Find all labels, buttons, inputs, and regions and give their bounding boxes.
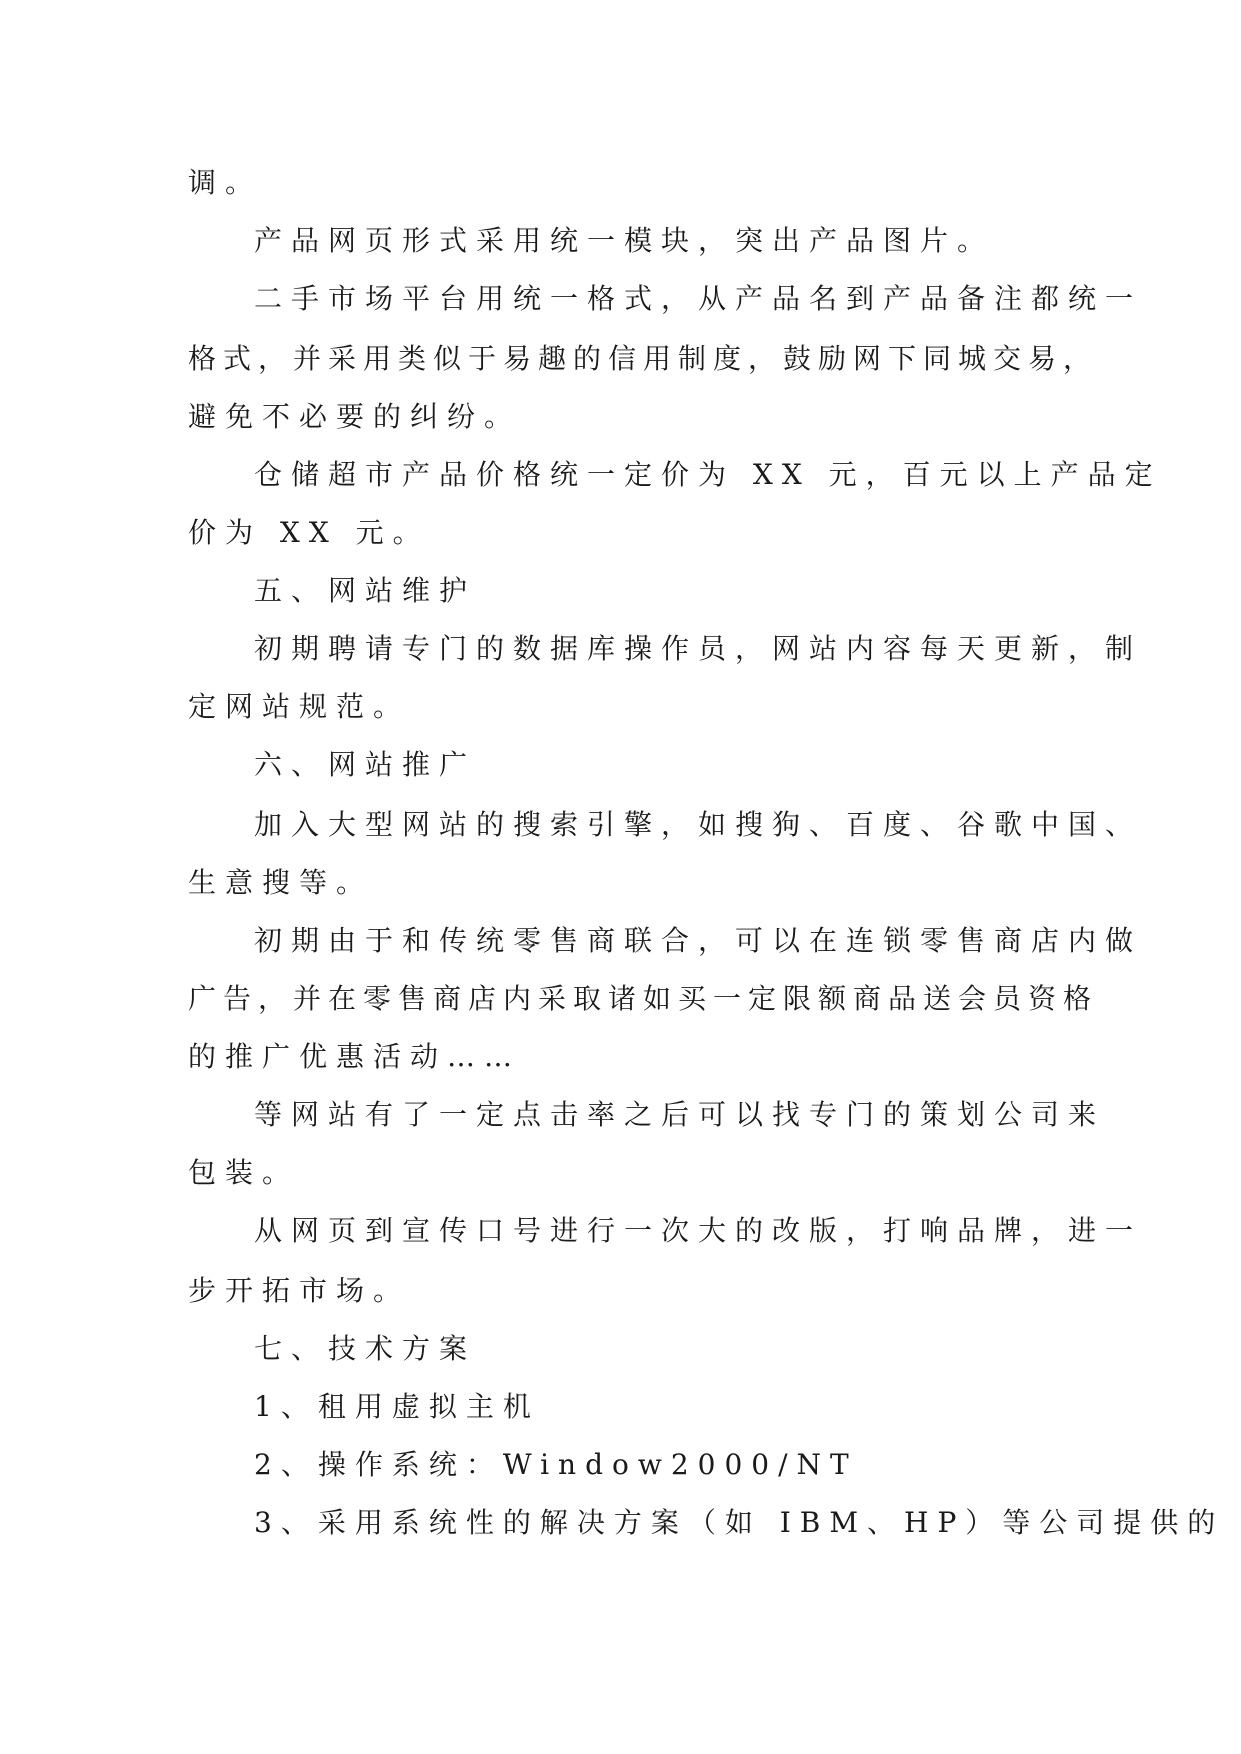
text-line: 调。 [188,166,263,199]
text-line: 二手市场平台用统一格式，从产品名到产品备注都统一 [254,282,1143,315]
text-line: 等网站有了一定点击率之后可以找专门的策划公司来 [254,1098,1106,1131]
text-line: 生意搜等。 [188,866,374,899]
text-line: 初期聘请专门的数据库操作员，网站内容每天更新，制 [254,632,1143,665]
section-heading: 六、网站推广 [254,748,477,781]
text-line: 格式，并采用类似于易趣的信用制度，鼓励网下同城交易， [188,342,1099,375]
text-line: 广告，并在零售商店内采取诸如买一定限额商品送会员资格 [188,982,1099,1015]
text-line: 包装。 [188,1156,300,1189]
text-line: 初期由于和传统零售商联合，可以在连锁零售商店内做 [254,924,1143,957]
text-line: 步开拓市场。 [188,1274,411,1307]
text-line: 定网站规范。 [188,690,411,723]
text-line: 的推广优惠活动…… [188,1040,522,1073]
list-item: 3、采用系统性的解决方案（如 IBM、HP）等公司提供的 [254,1506,1225,1539]
text-line: 价为 XX 元。 [188,516,430,549]
list-item: 1、租用虚拟主机 [254,1390,540,1423]
list-item: 2、操作系统：Window2000/NT [254,1448,858,1481]
text-line: 加入大型网站的搜索引擎，如搜狗、百度、谷歌中国、 [254,808,1143,841]
text-line: 产品网页形式采用统一模块，突出产品图片。 [254,224,995,257]
text-line: 避免不必要的纠纷。 [188,400,522,433]
section-heading: 七、技术方案 [254,1332,477,1365]
text-line: 从网页到宣传口号进行一次大的改版，打响品牌，进一 [254,1214,1143,1247]
section-heading: 五、网站维护 [254,574,477,607]
text-line: 仓储超市产品价格统一定价为 XX 元，百元以上产品定 [254,458,1162,491]
